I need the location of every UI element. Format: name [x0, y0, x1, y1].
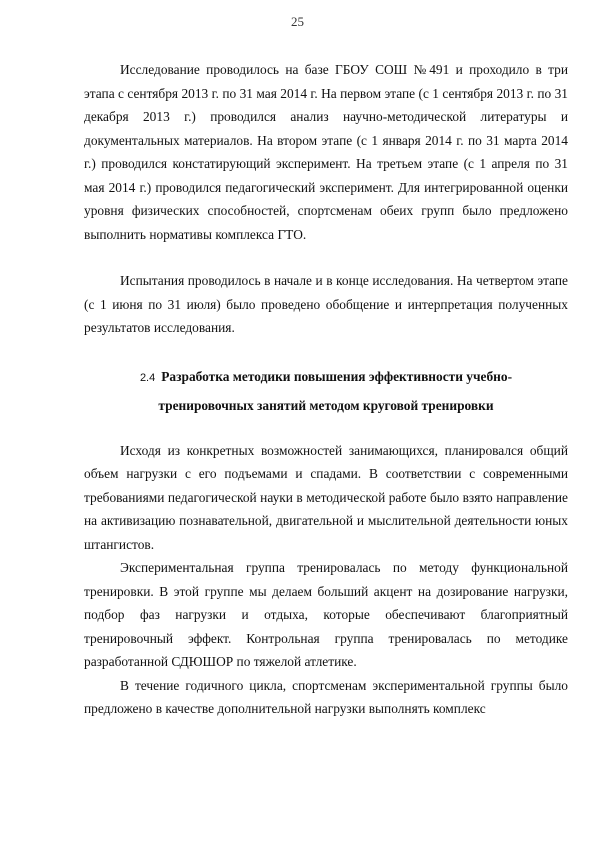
paragraph-testing: Испытания проводилось в начале и в конце исследования. На четвертом этапе (с 1 июня по 31 июля) было проведено обобщение и интерпретация полученных результатов исследования.: [84, 273, 568, 335]
paragraph-study-stages: Исследование проводилось на базе ГБОУ СОШ №491 и проходило в три этапа с сентября 2013 г. по 31 мая 2014 г. На первом этапе (с 1 сентября 2013 г. по 31 декабря 2013 г.) проводился анализ научно-методической литературы и документальных материалов. На втором этапе (с 1 января 2014 г. по 31 марта 2014 г.) проводился констатирующий эксперимент. На третьем этапе (с 1 апреля по 31 мая 2014 г.) проводился педагогический эксперимент. Для интегрированной оценки уровня физических способностей, спортсменам обеих групп было предложено выполнить нормативы комплекса ГТО.: [84, 62, 568, 242]
section-title-line-2: тренировочных занятий методом круговой тренировки: [158, 397, 494, 413]
paragraph-experimental-group: Экспериментальная группа тренировалась по методу функциональной тренировки. В этой группе мы делаем больший акцент на дозирование нагрузки, подбор фаз нагрузки и отдыха, которые обеспечивают благоприятный тренировочный эффект. Контрольная группа тренировалась по методике разработанной СДЮШОР по тяжелой атлетике.: [84, 560, 568, 669]
page-body: [84, 58, 568, 721]
section-number: 2.4: [139, 371, 156, 384]
paragraph-load-planning: Исходя из конкретных возможностей занимающихся, планировался общий объем нагрузки с его подъемами и спадами. В соответствии с современными требованиями педагогической науки в методической работе было взято направление на активизацию познавательной, двигательной и мыслительной деятельности юных штангистов.: [84, 442, 568, 552]
page-number: 25: [291, 14, 304, 29]
section-title-line-1: Разработка методики повышения эффективности учебно-: [161, 368, 513, 384]
paragraph-annual-cycle: В течение годичного цикла, спортсменам экспериментальной группы было предложено в качестве дополнительной нагрузки выполнять комплекс: [84, 677, 568, 716]
section-heading: [84, 363, 568, 419]
